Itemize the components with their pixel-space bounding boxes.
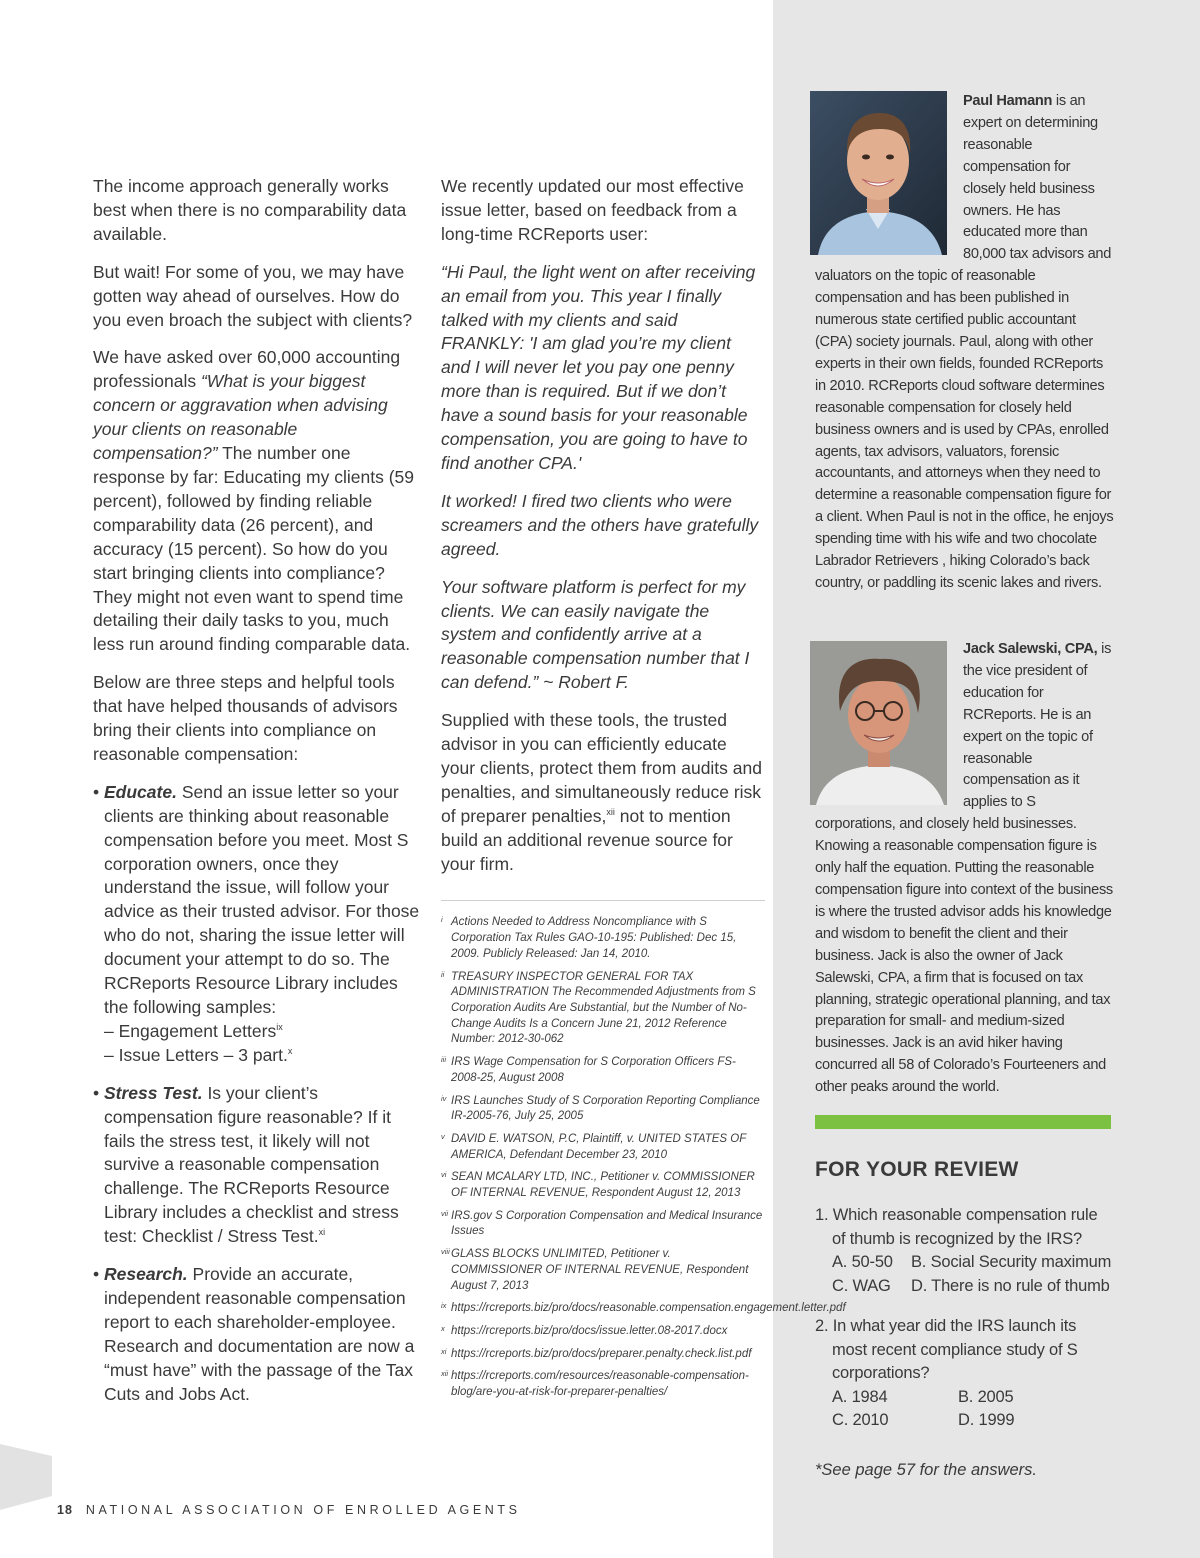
option: D. 1999	[958, 1411, 1015, 1429]
option: A. 50-50	[832, 1253, 893, 1271]
page-number: 18	[57, 1503, 73, 1517]
answer-options	[815, 1386, 1115, 1433]
list-item: – Engagement Letters$^{ix}$	[104, 1020, 283, 1041]
accent-bar	[815, 1115, 1111, 1129]
page-footer	[57, 1503, 521, 1517]
author-photo-jack	[810, 641, 947, 805]
paragraph: The income approach generally works best when there is no comparability data available.	[93, 176, 407, 244]
testimonial-quote: Your software platform is perfect for my clients. We can easily navigate the system and confidently arrive at a reasonable compensation number that I can defend.” ~ Robert F.	[441, 576, 750, 693]
footnote: vi SEAN MCALARY LTD, INC., Petitioner v. COMMISSIONER OF INTERNAL REVENUE, Respondent August 12, 2013	[441, 1170, 755, 1200]
footnote: vii IRS.gov S Corporation Compensation and Medical Insurance Issues	[441, 1208, 763, 1238]
footnote: ix https://rcreports.biz/pro/docs/reasonable.compensation.engagement.letter.pdf	[441, 1301, 846, 1315]
page-tab-shape	[0, 1444, 56, 1524]
option: C. WAG	[832, 1276, 891, 1295]
paragraph: We recently updated our most effective issue letter, based on feedback from a long-time RCReports user:	[441, 176, 744, 244]
footnote: iv IRS Launches Study of S Corporation Reporting Compliance IR-2005-76, July 25, 2005	[441, 1093, 760, 1123]
question-text: 1. Which reasonable compensation rule of thumb is recognized by the IRS?	[815, 1206, 1098, 1248]
option: A. 1984	[832, 1387, 888, 1406]
list-item: – Issue Letters – 3 part.$^x$	[104, 1044, 293, 1065]
bullet-label: Stress Test.	[104, 1082, 203, 1103]
footnote: i Actions Needed to Address Noncompliance with S Corporation Tax Rules GAO-10-195: Published: Dec 15, 2009. Publicly Released: Jan 14, 2010.	[441, 915, 737, 960]
review-questions	[815, 1204, 1115, 1450]
option: C. 2010	[832, 1411, 889, 1429]
bullet-stress-test: • Stress Test. Is your client’s compensation figure reasonable? If it fails the stress test, it likely will not survive a reasonable compensation challenge. The RCReports Resource Library includes a checklist and stress test: Checklist / Stress Test.$^{xi}$	[93, 1082, 399, 1247]
paragraph: We have asked over 60,000 accounting professionals “What is your biggest concern or aggravation when advising your clients on reasonable compensation?” The number one response by far: Educating my clients (59 percent), followed by finding reliable comparability data (26 percent), and accuracy (15 percent). So how do you start bringing clients into compliance? They might not even want to spend time detailing their daily tasks to you, much less run around finding comparable data.	[93, 347, 414, 655]
footnote: viii GLASS BLOCKS UNLIMITED, Petitioner v. COMMISSIONER OF INTERNAL REVENUE, Respondent August 7, 2013	[441, 1247, 749, 1292]
paragraph: Supplied with these tools, the trusted advisor in you can efficiently educate your clients, protect them from audits and penalties, and simultaneously reduce risk of preparer penalties,$^{xii}$ not to mention build an additional revenue source for your firm.	[441, 710, 762, 874]
option: D. There is no rule of thumb	[911, 1276, 1110, 1295]
footnote: v DAVID E. WATSON, P.C, Plaintiff, v. UNITED STATES OF AMERICA, Defendant December 23, 2010	[441, 1131, 747, 1161]
author-bio-jack: Jack Salewski, CPA, is the vice president of education for RCReports. He is an expert on the topic of reasonable compensation as it applies to S corporations, and closely held businesses. Knowing a reasonable compensation figure is only half the equation. Putting the reasonable compensation figure into context of the business is where the trusted advisor adds his knowledge and wisdom to benefit the client and their business. Jack is also the owner of Jack Salewski, CPA, a firm that is focused on tax planning, strategic operational planning, and tax preparation for small- and medium-sized businesses. Jack is an avid hiker having concurred all 58 of Colorado’s Fourteeners and other peaks around the world.	[815, 639, 1115, 1099]
author-photo-paul	[810, 91, 947, 255]
bullet-label: Research.	[104, 1264, 188, 1285]
bullet-dot: •	[93, 1082, 100, 1103]
footnote: iii IRS Wage Compensation for S Corporation Officers FS-2008-25, August 2008	[441, 1055, 736, 1084]
bullet-educate: • Educate. Send an issue letter so your clients are thinking about reasonable compensation before you meet. Most S corporation owners, once they understand the issue, will follow your advice as their trusted advisor. For those who do not, sharing the issue letter will document your attempt to do so. The RCReports Resource Library includes the following samples: – Engagement Letters$^{ix}$ – Issue Letters – 3 part.$^x$	[93, 781, 421, 1068]
author-name: Paul Hamann	[963, 93, 1053, 109]
review-question-1	[815, 1204, 1115, 1298]
answers-note: *See page 57 for the answers.	[815, 1461, 1037, 1479]
testimonial-quote: “Hi Paul, the light went on after receiving an email from you. This year I finally talked with my clients and said FRANKLY: 'I am glad you’re my client and I will never let you pay one penny more than is required. But if we don’t have a sound basis for your reasonable compensation, you are going to have to find another CPA.'	[441, 261, 756, 473]
bullet-research: • Research. Provide an accurate, independent reasonable compensation report to each shareholder-employee. Research and documentation are now a “must have” with the passage of the Tax Cuts and Jobs Act.	[93, 1264, 415, 1404]
footnote: xi https://rcreports.biz/pro/docs/preparer.penalty.check.list.pdf	[441, 1346, 752, 1360]
bullet-dot: •	[93, 1264, 100, 1285]
footnote-divider	[441, 900, 765, 901]
review-question-2	[815, 1315, 1115, 1433]
footnote: ii TREASURY INSPECTOR GENERAL FOR TAX ADMINISTRATION The Recommended Adjustments from S Corporation Audits Are Substantial, but the Number of No-Change Audits Is a Concern June 21, 2012 Reference Number: 2012-30-062	[441, 969, 756, 1046]
article-column-2	[441, 175, 846, 1408]
footnote: x https://rcreports.biz/pro/docs/issue.letter.08-2017.docx	[441, 1323, 728, 1337]
testimonial-quote: It worked! I fired two clients who were screamers and the others have gratefully agreed.	[441, 490, 759, 559]
bullet-label: Educate.	[104, 781, 177, 802]
option: B. Social Security maximum	[911, 1253, 1112, 1271]
paragraph: Below are three steps and helpful tools that have helped thousands of advisors bring their clients into compliance on reasonable compensation:	[93, 672, 398, 764]
paragraph: But wait! For some of you, we may have gotten way ahead of ourselves. How do you even broach the subject with clients?	[93, 261, 413, 330]
question-text: 2. In what year did the IRS launch its most recent compliance study of S corporations?	[815, 1317, 1078, 1382]
author-name: Jack Salewski, CPA,	[963, 641, 1098, 657]
footnote: xii https://rcreports.com/resources/reasonable-compensation-blog/are-you-at-risk-for-preparer-penalties/	[441, 1369, 749, 1399]
review-title: FOR YOUR REVIEW	[815, 1158, 1019, 1181]
publication-name: NATIONAL ASSOCIATION OF ENROLLED AGENTS	[85, 1503, 521, 1517]
bullet-dot: •	[93, 781, 100, 802]
answer-options	[815, 1251, 1115, 1298]
article-column-1	[93, 175, 421, 1421]
author-bio-paul: Paul Hamann is an expert on determining reasonable compensation for closely held business owners. He has educated more than 80,000 tax advisors and valuators on the topic of reasonable compensation and has been published in numerous state certified public accountant (CPA) society journals. Paul, along with other experts in their own fields, founded RCReports in 2010. RCReports cloud software determines reasonable compensation for closely held business owners and is used by CPAs, enrolled agents, tax advisors, valuators, forensic accountants, and attorneys when they need to determine a reasonable compensation figure for a client. When Paul is not in the office, he enjoys spending time with his wife and two chocolate Labrador Retrievers , hiking Colorado’s back country, or paddling its scenic lakes and rivers.	[815, 91, 1115, 595]
footnotes	[441, 915, 846, 1400]
option: B. 2005	[958, 1387, 1014, 1406]
